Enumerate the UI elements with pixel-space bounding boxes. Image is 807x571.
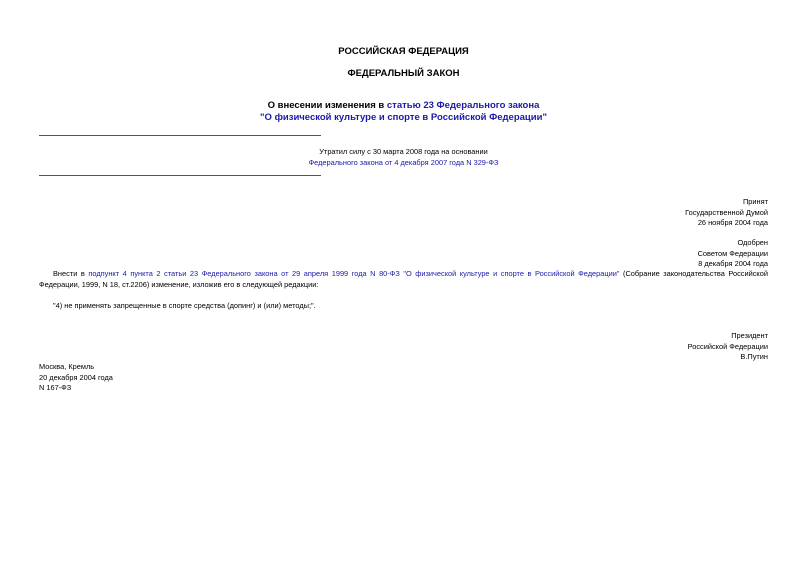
body-p1-start: Внести в [53, 269, 89, 278]
approved-body: Советом Федерации [697, 248, 768, 258]
adopted-date: 26 ноября 2004 года [697, 218, 768, 227]
place-date: 20 декабря 2004 года [39, 372, 113, 382]
law-title-link-line2[interactable]: "О физической культуре и спорте в Российской Федерации" [260, 112, 547, 123]
signature-title: Президент [731, 331, 768, 340]
status-text: Утратил силу с 30 марта 2008 года на основании [319, 147, 488, 156]
law-title-link[interactable]: статью 23 Федерального закона [386, 100, 540, 111]
body-paragraph-1 [39, 268, 768, 290]
place-location: Москва, Кремль [39, 362, 95, 371]
adopted-block [685, 197, 768, 229]
body-paragraph-2: "4) не применять запрещенные в спорте средства (допинг) и (или) методы;". [53, 301, 316, 310]
adopted-body: Государственной Думой [685, 207, 768, 217]
signature-country: Российской Федерации [687, 341, 768, 351]
approved-date: 8 декабря 2004 года [698, 259, 768, 268]
divider-top [39, 135, 321, 136]
approved-label: Одобрен [737, 238, 768, 247]
signature-name: В.Путин [740, 352, 768, 361]
divider-bottom [39, 175, 321, 176]
law-title [0, 100, 807, 124]
law-title-prefix: О внесении изменения в [267, 100, 387, 111]
body-p1-link[interactable]: подпункт 4 пункта 2 статьи 23 Федерального закона от 29 апреля 1999 года N 80-ФЗ "О физической культуре и спорте в Российской Федерации" [88, 269, 620, 278]
federation-heading: РОССИЙСКАЯ ФЕДЕРАЦИЯ [338, 46, 469, 57]
adopted-label: Принят [742, 197, 768, 206]
body-p1-end: (Собрание законодательства Российской Федерации, 1999, N 18, ст.2206) изменение, изложив его в следующей редакции: [39, 269, 768, 289]
status-link[interactable]: Федерального закона от 4 декабря 2007 года N 329-ФЗ [308, 157, 499, 167]
place-block [39, 362, 113, 394]
signature-block [688, 331, 768, 363]
law-type-heading: ФЕДЕРАЛЬНЫЙ ЗАКОН [347, 68, 460, 79]
approved-block [698, 238, 768, 270]
law-number: N 167-ФЗ [39, 383, 72, 392]
status-block [0, 147, 807, 168]
